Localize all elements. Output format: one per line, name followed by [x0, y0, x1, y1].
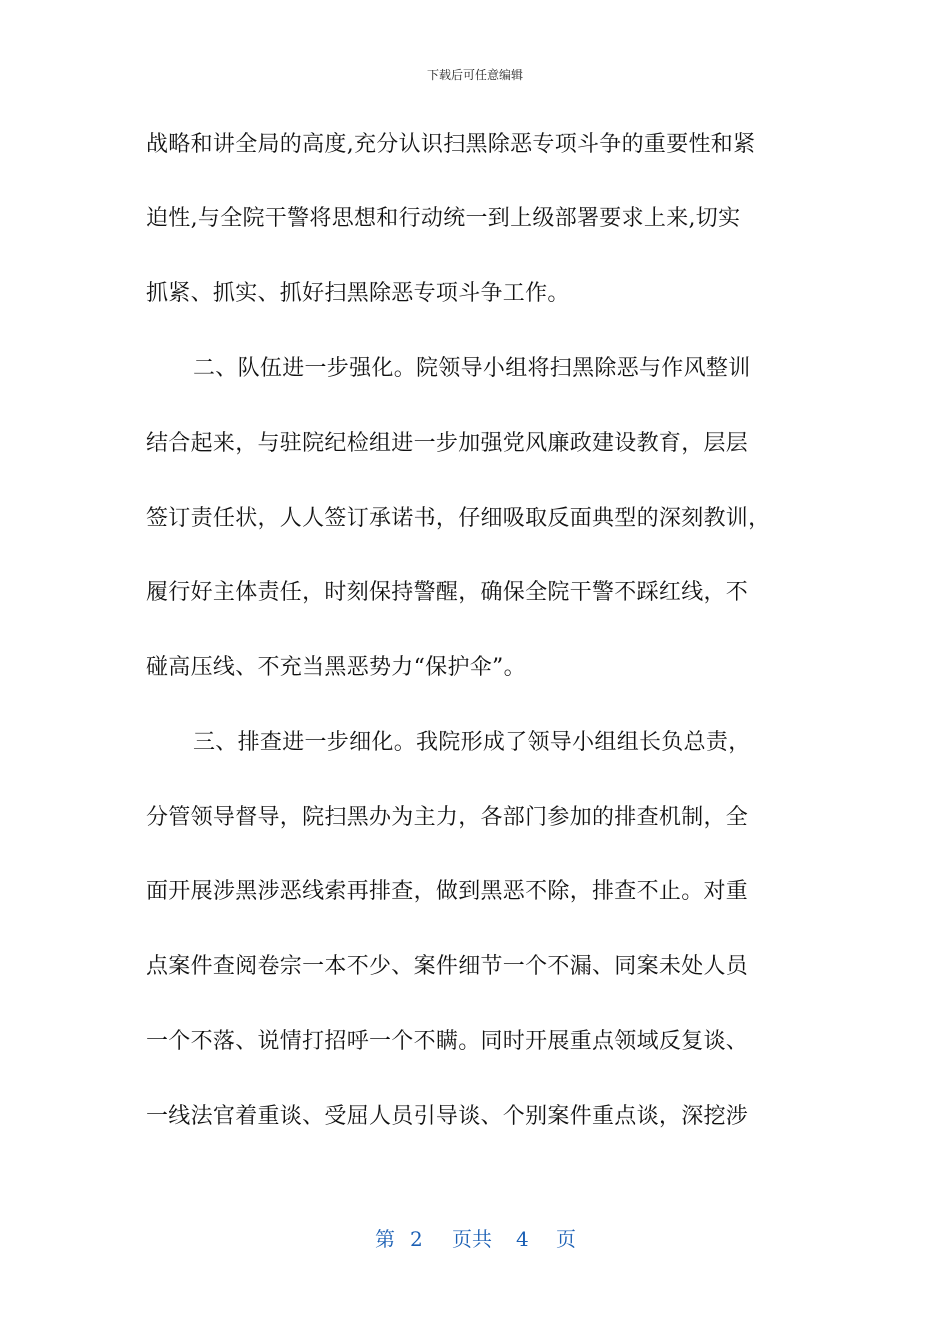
body-line: 点案件查阅卷宗一本不少、案件细节一个不漏、同案未处人员	[146, 954, 749, 979]
page-mid: 页共	[452, 1227, 492, 1251]
body-line-paragraph-start: 二、队伍进一步强化。院领导小组将扫黑除恶与作风整训	[193, 356, 751, 381]
body-line: 碰高压线、不充当黑恶势力“保护伞”。	[146, 655, 526, 680]
page-current: 2	[410, 1227, 423, 1251]
body-line: 结合起来，与驻院纪检组进一步加强党风廉政建设教育，层层	[146, 431, 749, 456]
body-line: 抓紧、抓实、抓好扫黑除恶专项斗争工作。	[146, 281, 570, 306]
body-line: 履行好主体责任，时刻保持警醒，确保全院干警不踩红线，不	[146, 580, 749, 605]
page-footer	[0, 1226, 950, 1252]
page-suffix: 页	[556, 1227, 576, 1251]
body-line-paragraph-start: 三、排查进一步细化。我院形成了领导小组组长负总责，	[193, 730, 751, 755]
page-total: 4	[516, 1227, 529, 1251]
page-prefix: 第	[375, 1227, 395, 1251]
body-line: 迫性,与全院干警将思想和行动统一到上级部署要求上来,切实	[146, 206, 741, 231]
body-line: 一线法官着重谈、受屈人员引导谈、个别案件重点谈，深挖涉	[146, 1104, 749, 1129]
body-line: 面开展涉黑涉恶线索再排查，做到黑恶不除，排查不止。对重	[146, 879, 749, 904]
body-line: 分管领导督导，院扫黑办为主力，各部门参加的排查机制，全	[146, 805, 749, 830]
body-line: 战略和讲全局的高度,充分认识扫黑除恶专项斗争的重要性和紧	[146, 132, 756, 157]
body-line: 一个不落、说情打招呼一个不瞒。同时开展重点领域反复谈、	[146, 1029, 749, 1054]
body-line: 签订责任状，人人签订承诺书，仔细吸取反面典型的深刻教训，	[146, 506, 771, 531]
header-note: 下载后可任意编辑	[426, 68, 523, 82]
